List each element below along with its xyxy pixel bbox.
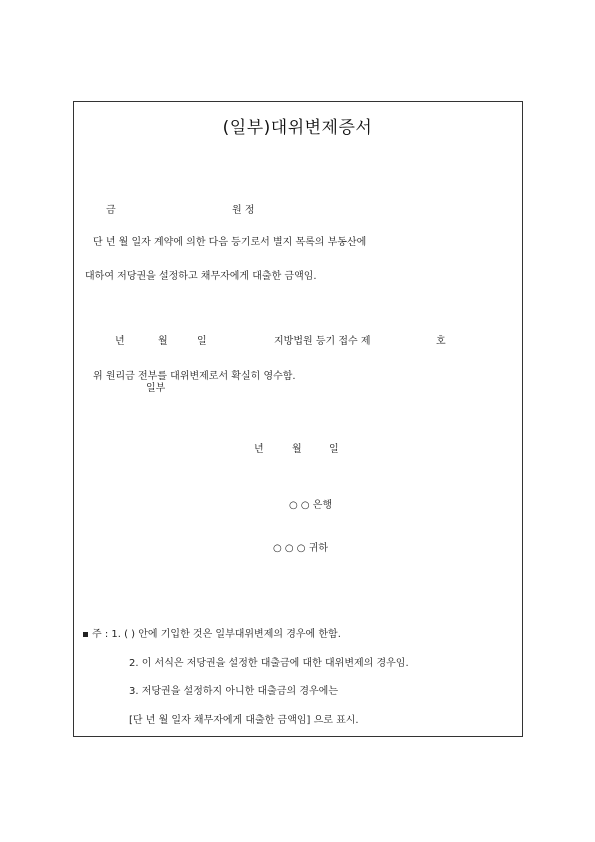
document-title: (일부)대위변제증서 (222, 118, 373, 138)
receipt-line: 위 원리금 전부를 대위변제로서 확실히 영수함. (93, 371, 296, 382)
date-month: 월 (292, 444, 302, 455)
addressee: ○ ○ ○ 귀하 (273, 543, 329, 554)
receipt-partial: 일부 (146, 383, 166, 394)
document-frame (73, 101, 523, 737)
bullet-square-icon (83, 632, 88, 637)
date-day: 일 (329, 444, 339, 455)
paragraph-line-1: 단 년 월 일자 계약에 의한 다음 등기로서 별지 목록의 부동산에 (93, 237, 367, 248)
note-4: [단 년 월 일자 채무자에게 대출한 금액임] 으로 표시. (129, 715, 359, 726)
registration-court: 지방법원 등기 접수 제 (274, 336, 371, 347)
note-3: 3. 저당권을 설정하지 아니한 대출금의 경우에는 (129, 686, 338, 697)
amount-suffix: 원 정 (232, 205, 255, 216)
amount-label: 금 (106, 205, 116, 216)
bank-name: ○ ○ 은행 (289, 500, 333, 511)
note-2: 2. 이 서식은 저당권을 설정한 대출금에 대한 대위변제의 경우임. (129, 658, 409, 669)
note-1-text: 주 : 1. ( ) 안에 기입한 것은 일부대위변제의 경우에 한함. (92, 629, 341, 640)
date-year: 년 (254, 444, 264, 455)
registration-month: 월 (158, 336, 168, 347)
note-1 (83, 629, 341, 641)
registration-year: 년 (115, 336, 125, 347)
registration-day: 일 (197, 336, 207, 347)
registration-number-suffix: 호 (436, 336, 446, 347)
paragraph-line-2: 대하여 저당권을 설정하고 채무자에게 대출한 금액임. (85, 271, 317, 282)
